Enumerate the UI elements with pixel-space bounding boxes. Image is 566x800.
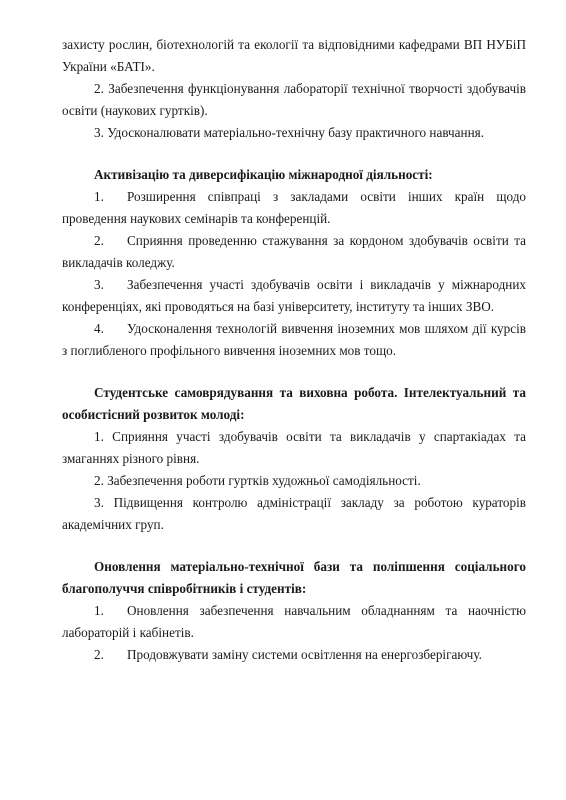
list-item-text: Сприяння проведенню стажування за кордоном здобувачів освіти та	[127, 233, 526, 248]
list-item-continuation: проведення наукових семінарів та конференцій.	[62, 211, 331, 226]
intro-item: 3. Удосконалювати матеріально-технічну базу практичного навчання.	[94, 125, 485, 140]
list-item-continuation: змаганнях різного рівня.	[62, 451, 200, 466]
section-heading-students: Студентське самоврядування та виховна робота. Інтелектуальний та	[94, 385, 526, 400]
list-item-number: 1.	[94, 603, 104, 618]
list-item	[62, 644, 526, 666]
list-item-number: 3.	[94, 277, 104, 292]
list-item	[62, 274, 526, 296]
list-item-number: 2.	[94, 647, 104, 662]
list-item: 2. Забезпечення роботи гуртків художньої самодіяльності.	[94, 473, 421, 488]
intro-line: України «БАТІ».	[62, 59, 155, 74]
list-item-continuation: лабораторій і кабінетів.	[62, 625, 194, 640]
list-item-text: Удосконалення технологій вивчення іноземних мов шляхом дії курсів	[127, 321, 526, 336]
list-item	[62, 230, 526, 252]
section-heading-material-continuation: благополуччя співробітників і студентів:	[62, 581, 307, 596]
section-heading-material: Оновлення матеріально-технічної бази та поліпшення соціального	[94, 559, 526, 574]
list-item	[62, 186, 526, 208]
list-item: 3. Підвищення контролю адміністрації закладу за роботою кураторів	[94, 495, 526, 510]
list-item-text: Забезпечення участі здобувачів освіти і викладачів у міжнародних	[127, 277, 526, 292]
section-heading-international: Активізацію та диверсифікацію міжнародної діяльності:	[94, 167, 433, 182]
section-heading-students-continuation: особистісний розвиток молоді:	[62, 407, 245, 422]
list-item-continuation: конференціях, які проводяться на базі університету, інституту та інших ЗВО.	[62, 299, 495, 314]
list-item-text: Оновлення забезпечення навчальним обладнанням та наочністю	[127, 603, 526, 618]
list-item-continuation: академічних груп.	[62, 517, 164, 532]
list-item-text: Продовжувати заміну системи освітлення на енергозберігаючу.	[127, 647, 482, 662]
intro-item: 2. Забезпечення функціонування лабораторії технічної творчості здобувачів	[94, 81, 526, 96]
list-item-number: 1.	[94, 189, 104, 204]
list-item: 1. Сприяння участі здобувачів освіти та викладачів у спартакіадах та	[94, 429, 526, 444]
list-item-continuation: з поглибленого профільного вивчення іноземних мов тощо.	[62, 343, 397, 358]
list-item	[62, 600, 526, 622]
list-item-number: 4.	[94, 321, 104, 336]
document-page	[62, 34, 526, 666]
list-item-continuation: викладачів коледжу.	[62, 255, 175, 270]
list-item-number: 2.	[94, 233, 104, 248]
list-item-text: Розширення співпраці з закладами освіти інших країн щодо	[127, 189, 526, 204]
list-item	[62, 318, 526, 340]
intro-item-continuation: освіти (наукових гуртків).	[62, 103, 208, 118]
intro-line: захисту рослин, біотехнологій та екології та відповідними кафедрами ВП НУБіП	[62, 37, 526, 52]
